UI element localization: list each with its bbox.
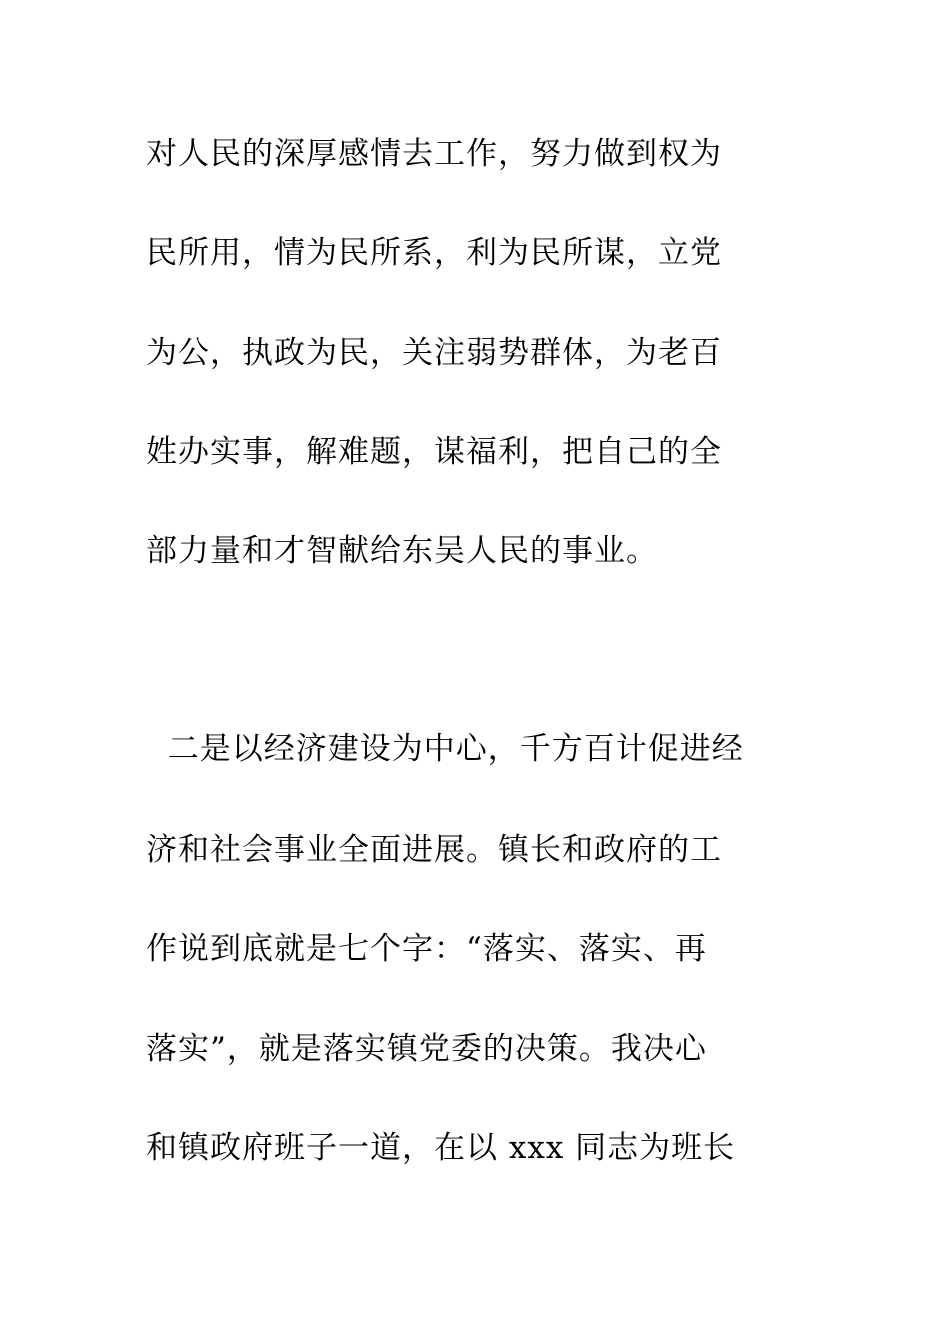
paragraph-2-line-3: 作说到底就是七个字：“落实、落实、再 [146, 931, 707, 967]
paragraph-1-line-3: 为公，执政为民，关注弱势群体，为老百 [146, 335, 722, 371]
paragraph-2-line-5: 和镇政府班子一道，在以 xxx 同志为班长 [146, 1130, 736, 1166]
paragraph-2-line-1: 二是以经济建设为中心，千方百计促进经 [146, 731, 744, 767]
paragraph-1-line-4: 姓办实事，解难题，谋福利，把自己的全 [146, 434, 722, 470]
paragraph-1-line-5: 部力量和才智献给东吴人民的事业。 [146, 533, 658, 569]
paragraph-2-line-4: 落实”，就是落实镇党委的决策。我决心 [146, 1031, 707, 1067]
paragraph-1-line-2: 民所用，情为民所系，利为民所谋，立党 [146, 235, 722, 271]
paragraph-2-line-2: 济和社会事业全面进展。镇长和政府的工 [146, 832, 722, 868]
paragraph-1-line-1: 对人民的深厚感情去工作，努力做到权为 [146, 136, 722, 172]
